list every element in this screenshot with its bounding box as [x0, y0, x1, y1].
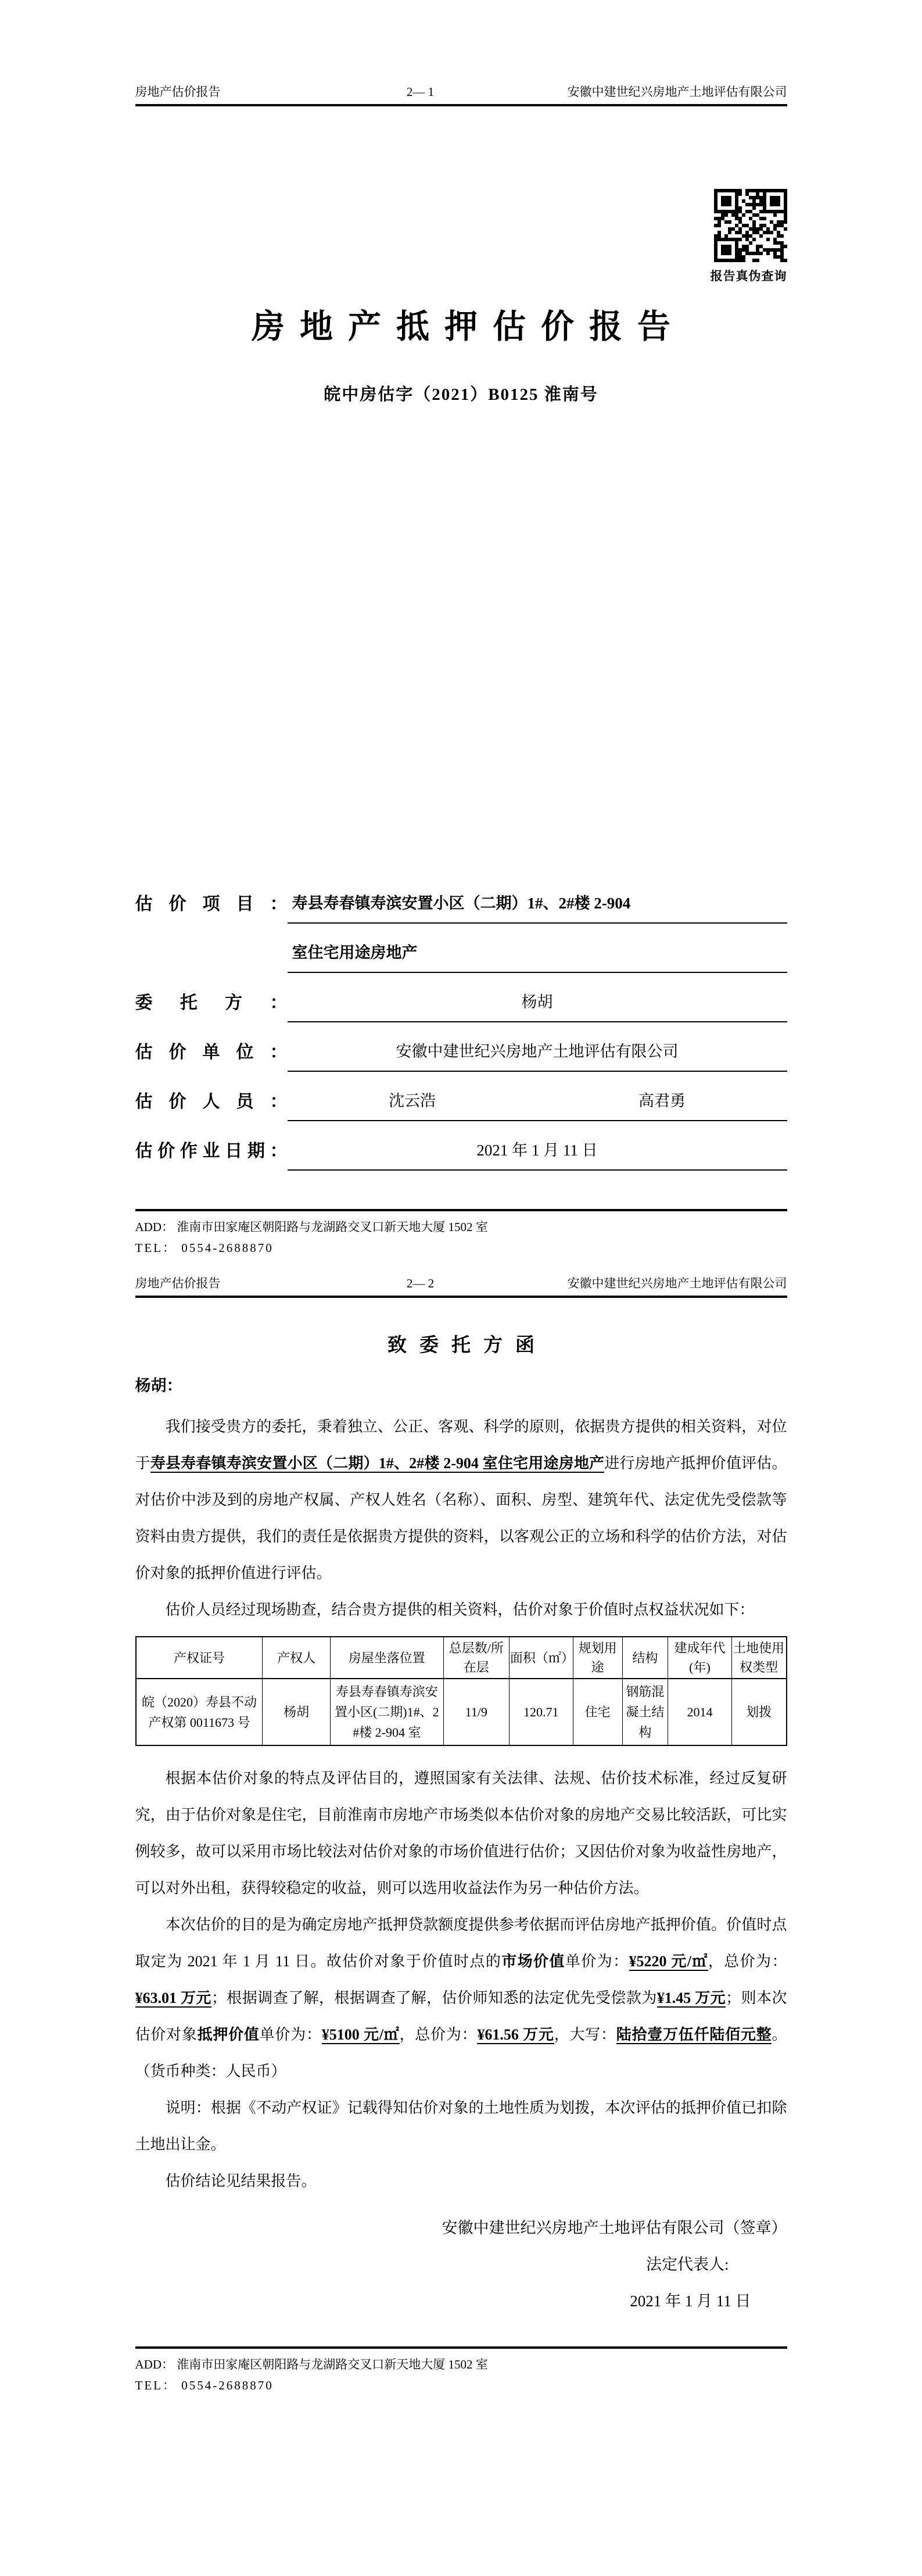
cell-year-built: 2014	[668, 1679, 732, 1745]
text-segment: ¥5100 元/㎡	[321, 2026, 400, 2043]
text-segment: 我们接受贵方的委托，秉着独立、公正、客观、科学的原则，依据贵方提供的相关资料，对位于	[135, 1418, 787, 1472]
field-agency	[135, 1035, 787, 1072]
signature-date: 2021 年 1 月 11 日	[630, 2292, 751, 2310]
text-segment: 抵押价值	[197, 2026, 260, 2043]
text-segment: ¥63.01 万元	[135, 1990, 211, 2006]
field-client-label: 委托方：	[135, 993, 288, 1012]
cell-owner: 杨胡	[263, 1679, 330, 1745]
qr-block	[135, 189, 787, 284]
page2-footer-address: ADD： 淮南市田家庵区朝阳路与龙湖路交叉口新天地大厦 1502 室	[135, 2357, 488, 2371]
report-title: 房地产抵押估价报告	[252, 309, 686, 345]
text-segment: 单价为：	[565, 1953, 629, 1970]
signature-legal-representative: 法定代表人:	[645, 2256, 729, 2273]
cover-fields	[135, 886, 787, 1171]
cell-area: 120.71	[509, 1679, 573, 1745]
field-staff-value-2: 高君勇	[638, 1092, 686, 1110]
field-date	[135, 1133, 787, 1171]
letter-paragraph-5: 说明：根据《不动产权证》记载得知估价对象的土地性质为划拨，本次评估的抵押价值已扣除土地出让金。	[135, 2099, 787, 2153]
col-deed-number: 产权证号	[136, 1637, 263, 1679]
page2-footer	[135, 2346, 787, 2396]
field-date-label: 估价作业日期：	[135, 1142, 288, 1161]
property-table	[135, 1636, 787, 1746]
text-segment: ¥61.56 万元	[477, 2026, 554, 2043]
field-agency-value: 安徽中建世纪兴房地产土地评估有限公司	[288, 1035, 787, 1072]
field-project-label: 估价项目：	[135, 895, 288, 914]
document-sheet	[135, 0, 787, 2396]
cell-structure: 钢筋混凝土结构	[622, 1679, 668, 1745]
field-staff-value-1: 沈云浩	[389, 1092, 436, 1110]
letter-paragraph-4	[135, 1906, 787, 2090]
page2-footer-telephone: TEL： 0554-2688870	[135, 2378, 274, 2392]
text-segment: 寿县寿春镇寿滨安置小区（二期）1#、2#楼 2-904 室住宅用途房地产	[150, 1455, 605, 1472]
page2-header-doc-type: 房地产估价报告	[135, 1276, 221, 1290]
property-table-row	[136, 1679, 787, 1745]
col-structure: 结构	[622, 1637, 668, 1679]
field-project	[135, 886, 787, 973]
text-segment: ，总价为：	[399, 2026, 478, 2043]
letter-salutation: 杨胡：	[135, 1377, 182, 1394]
page1-footer-address: ADD： 淮南市田家庵区朝阳路与龙湖路交叉口新天地大厦 1502 室	[135, 1220, 488, 1234]
signature-company: 安徽中建世纪兴房地产土地评估有限公司（签章）	[442, 2219, 787, 2237]
text-segment: 市场价值	[501, 1953, 565, 1970]
property-table-header-row	[136, 1637, 787, 1679]
cell-floors: 11/9	[443, 1679, 509, 1745]
cell-deed-number: 皖（2020）寿县不动产权第 0011673 号	[136, 1679, 263, 1745]
qr-code-icon	[714, 189, 787, 262]
qr-label: 报告真伪查询	[710, 269, 787, 283]
text-segment: 本次估价的目的是为确定房地产抵押贷款额度提供参考依据而评估房地产抵押价值。价值时点取定为 2021 年 1 月 11 日。故估价对象于价值时点的	[135, 1916, 787, 1970]
page2-header-page-number: 2— 2	[406, 1276, 435, 1290]
field-client	[135, 985, 787, 1022]
text-segment: 。（货币种类：人民币）	[135, 2026, 787, 2080]
letter-paragraph-1	[135, 1408, 787, 1591]
col-planned-use: 规划用途	[573, 1637, 622, 1679]
text-segment: ，总价为：	[708, 1953, 787, 1970]
field-date-value: 2021 年 1 月 11 日	[288, 1133, 787, 1171]
page1-header	[135, 83, 787, 106]
field-staff	[135, 1084, 787, 1121]
page1-header-company: 安徽中建世纪兴房地产土地评估有限公司	[567, 85, 787, 99]
text-segment: 单价为：	[259, 2026, 322, 2043]
report-number: 皖中房估字（2021）B0125 淮南号	[324, 385, 598, 404]
text-segment: ¥1.45 万元	[656, 1990, 726, 2006]
letter-paragraph-6: 估价结论见结果报告。	[165, 2173, 317, 2189]
cell-location: 寿县寿春镇寿滨安置小区(二期)1#、2#楼 2-904 室	[330, 1679, 443, 1745]
col-area: 面积（㎡）	[509, 1637, 573, 1679]
cell-planned-use: 住宅	[573, 1679, 622, 1745]
field-project-value-line1: 寿县寿春镇寿滨安置小区（二期）1#、2#楼 2-904	[288, 886, 787, 924]
page1-header-doc-type: 房地产估价报告	[135, 85, 221, 99]
field-staff-values	[288, 1084, 787, 1121]
signature-block	[135, 2210, 787, 2320]
field-agency-label: 估价单位：	[135, 1043, 288, 1062]
page1-header-page-number: 2— 1	[406, 85, 435, 99]
text-segment: ；则本次估价对象	[135, 1990, 787, 2043]
text-segment: 陆拾壹万伍仟陆佰元整	[616, 2026, 772, 2043]
letter-paragraph-3: 根据本估价对象的特点及评估目的，遵照国家有关法律、法规、估价技术标准，经过反复研究，由于估价对象是住宅，目前淮南市房地产市场类似本估价对象的房地产交易比较活跃，可比实例较多，故可以采用市场比较法对估价对象的市场价值进行估价；又因估价对象为收益性房地产，可以对外出租，获得较稳定的收益，则可以选用收益法作为另一种估价方法。	[135, 1770, 787, 1897]
text-segment: ，大写：	[554, 2026, 616, 2043]
col-land-use-type: 土地使用权类型	[731, 1637, 786, 1679]
letter-paragraph-2: 估价人员经过现场勘查，结合贵方提供的相关资料，估价对象于价值时点权益状况如下：	[165, 1601, 755, 1618]
field-staff-label: 估价人员：	[135, 1092, 288, 1111]
text-segment: ¥5220 元/㎡	[629, 1953, 708, 1970]
cell-land-use-type: 划拨	[731, 1679, 786, 1745]
col-floors: 总层数/所在层	[443, 1637, 509, 1679]
page1-footer	[135, 1209, 787, 1258]
col-location: 房屋坐落位置	[330, 1637, 443, 1679]
field-client-value: 杨胡	[288, 985, 787, 1022]
page1-footer-telephone: TEL： 0554-2688870	[135, 1241, 274, 1255]
col-owner: 产权人	[263, 1637, 330, 1679]
text-segment: 进行房地产抵押价值评估。对估价中涉及到的房地产权属、产权人姓名（名称）、面积、房型、建筑年代、法定优先受偿款等资料由贵方提供，我们的责任是依据贵方提供的资料，以客观公正的立场和科学的估价方法，对估价对象的抵押价值进行评估。	[135, 1455, 787, 1582]
field-project-value-line2: 室住宅用途房地产	[288, 936, 787, 973]
page2-header-company: 安徽中建世纪兴房地产土地评估有限公司	[567, 1276, 787, 1290]
col-year-built: 建成年代(年)	[668, 1637, 732, 1679]
page2-header	[135, 1275, 787, 1298]
letter-title: 致委托方函	[388, 1335, 547, 1356]
text-segment: ；根据调查了解，根据调查了解，估价师知悉的法定优先受偿款为	[211, 1990, 657, 2006]
